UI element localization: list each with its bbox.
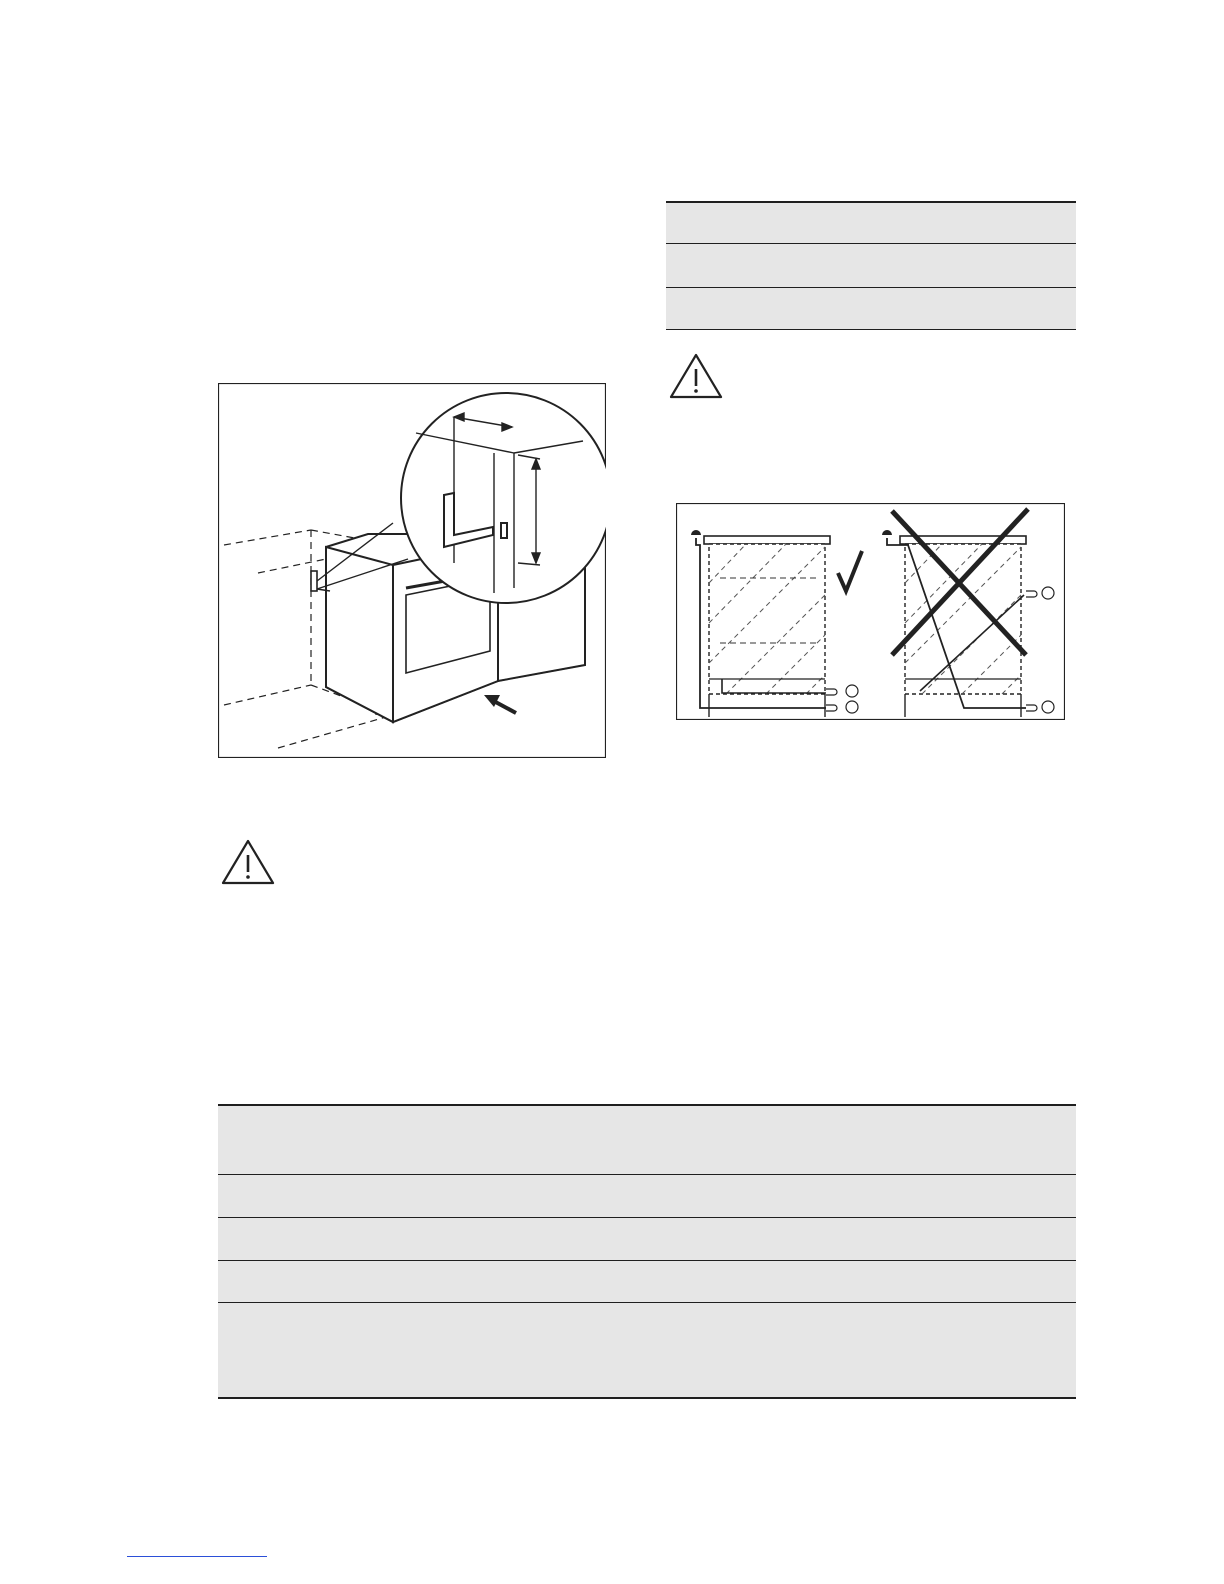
wiring-figure (676, 503, 1065, 720)
table-rule (218, 1174, 1076, 1175)
table-rule-top (666, 201, 1076, 203)
table-rule (218, 1260, 1076, 1261)
table-rule-top (218, 1104, 1076, 1106)
cabinet-installation-figure (218, 383, 606, 758)
table-rule (666, 243, 1076, 244)
table-rule (218, 1302, 1076, 1303)
wide-table (218, 1104, 1076, 1399)
table-rule-bottom (666, 329, 1076, 330)
small-table (666, 201, 1076, 330)
warning-icon (220, 838, 276, 886)
table-rule (666, 287, 1076, 288)
warning-icon (668, 352, 724, 400)
footer-link[interactable] (127, 1556, 267, 1557)
table-rule (218, 1217, 1076, 1218)
table-rule-bottom (218, 1397, 1076, 1399)
